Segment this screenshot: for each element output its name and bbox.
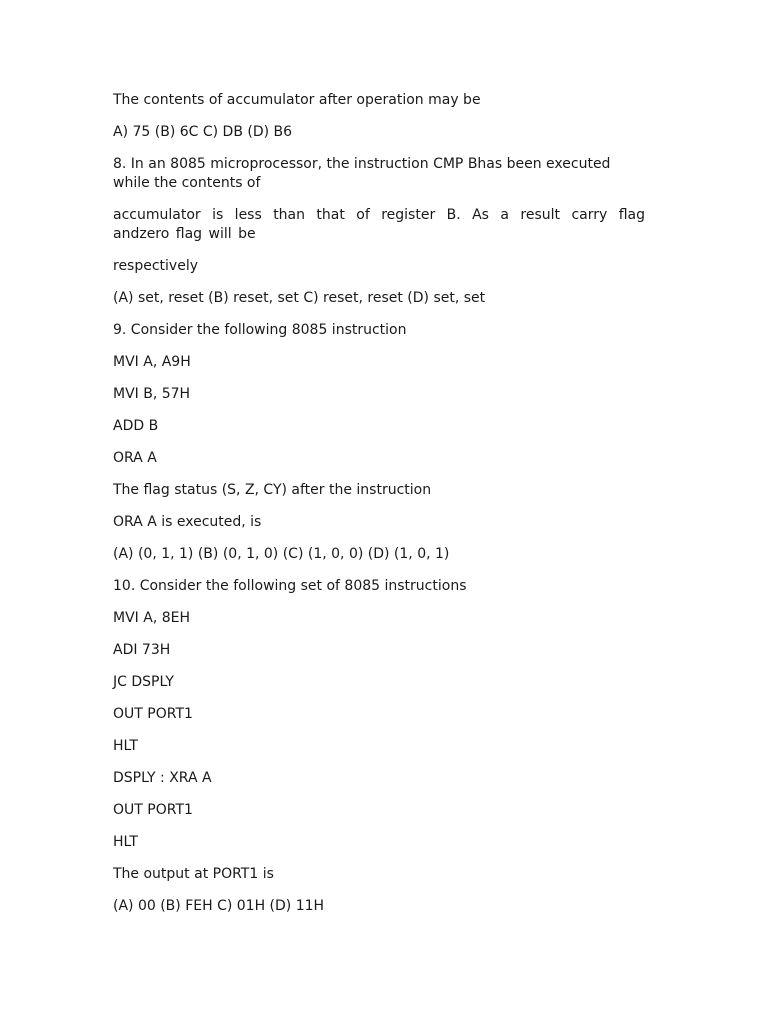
question-10-options: (A) 00 (B) FEH C) 01H (D) 11H <box>113 898 325 914</box>
question-8-prompt-continued: accumulator is less than that of register B. As a result carry flag andzero flag will be <box>113 207 645 242</box>
code-line: OUT PORT1 <box>113 706 193 722</box>
question-9-question: The flag status (S, Z, CY) after the instruction <box>113 482 432 498</box>
code-line: OUT PORT1 <box>113 802 193 818</box>
question-10-prompt: 10. Consider the following set of 8085 instructions <box>113 578 467 594</box>
question-10-question: The output at PORT1 is <box>113 866 274 882</box>
question-7-prompt: The contents of accumulator after operation may be <box>113 92 481 108</box>
code-line: ADD B <box>113 418 159 434</box>
question-8-options: (A) set, reset (B) reset, set C) reset, reset (D) set, set <box>113 290 486 306</box>
question-9-options: (A) (0, 1, 1) (B) (0, 1, 0) (C) (1, 0, 0) (D) (1, 0, 1) <box>113 546 450 562</box>
code-line: JC DSPLY <box>113 674 174 690</box>
question-8-prompt-end: respectively <box>113 258 199 274</box>
document-body <box>113 91 645 929</box>
code-line: HLT <box>113 738 138 754</box>
question-9-question-end: ORA A is executed, is <box>113 514 262 530</box>
question-7-options: A) 75 (B) 6C C) DB (D) B6 <box>113 124 293 140</box>
code-line: MVI B, 57H <box>113 386 191 402</box>
question-8-prompt: 8. In an 8085 microprocessor, the instruction CMP Bhas been executed while the contents of <box>113 156 611 191</box>
code-line: HLT <box>113 834 138 850</box>
code-line: ADI 73H <box>113 642 171 658</box>
question-9-prompt: 9. Consider the following 8085 instruction <box>113 322 407 338</box>
code-line: MVI A, A9H <box>113 354 191 370</box>
code-line: ORA A <box>113 450 157 466</box>
code-line: MVI A, 8EH <box>113 610 190 626</box>
code-line: DSPLY : XRA A <box>113 770 212 786</box>
